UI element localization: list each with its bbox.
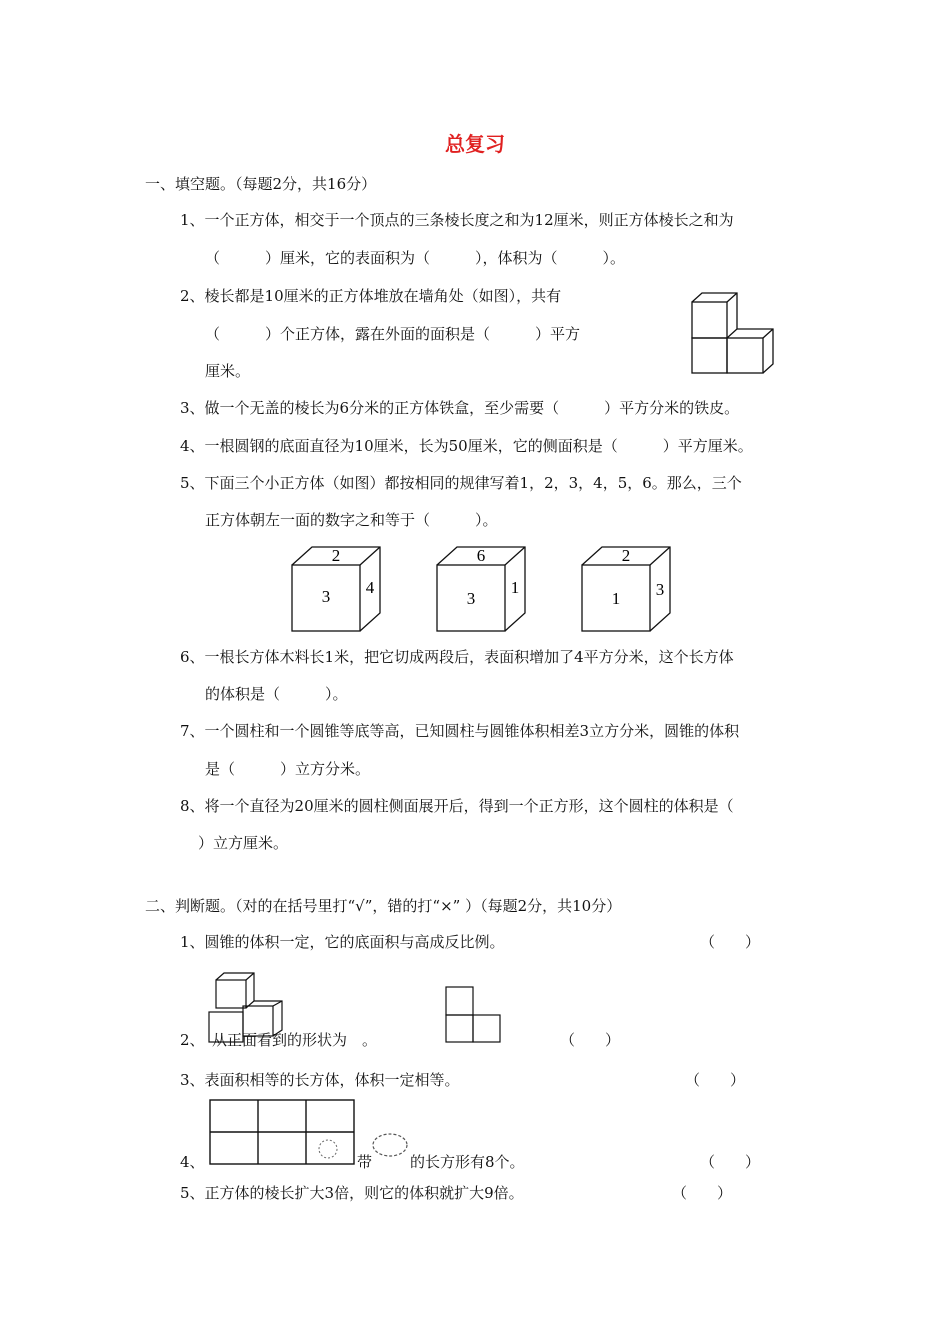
- judge-q5-text: 5、正方体的棱长扩大3倍，则它的体积就扩大9倍。: [180, 1184, 524, 1202]
- cube1-front-number: 3: [321, 587, 331, 606]
- q3-line1: 3、做一个无盖的棱长为6分米的正方体铁盒，至少需要（ ）平方分米的铁皮。: [180, 399, 740, 417]
- numbered-cube-1: [290, 545, 385, 635]
- q8-line1: 8、将一个直径为20厘米的圆柱侧面展开后，得到一个正方形，这个圆柱的体积是（: [180, 797, 734, 815]
- judge-q5-blank[interactable]: （ ）: [672, 1184, 733, 1202]
- section2-heading: 二、判断题。（对的在括号里打“√”，错的打“×” ）（每题2分，共10分）: [145, 897, 622, 915]
- judge-q2-text: 2、 从正面看到的形状为 。: [180, 1031, 378, 1049]
- cube2-top-number: 6: [476, 546, 486, 565]
- q2-line2: （ ）个正方体，露在外面的面积是（ ）平方: [205, 325, 581, 343]
- q8-line2: ）立方厘米。: [198, 834, 289, 852]
- cube1-top-number: 2: [331, 546, 341, 565]
- q7-line2: 是（ ）立方分米。: [205, 760, 371, 778]
- judge-q3-blank[interactable]: （ ）: [685, 1071, 746, 1089]
- q6-line2: 的体积是（ ）。: [205, 685, 348, 703]
- q7-line1: 7、一个圆柱和一个圆锥等底等高，已知圆柱与圆锥体积相差3立方分米，圆锥的体积: [180, 722, 740, 740]
- judge-q2-blank[interactable]: （ ）: [560, 1031, 621, 1049]
- numbered-cube-3: [580, 545, 675, 635]
- judge-q4-prefix: 4、: [180, 1153, 205, 1171]
- q2-line1: 2、棱长都是10厘米的正方体堆放在墙角处（如图），共有: [180, 287, 562, 305]
- judge-q1-blank[interactable]: （ ）: [700, 933, 761, 951]
- q5-line1: 5、下面三个小正方体（如图）都按相同的规律写着1，2，3，4，5，6。那么，三个: [180, 474, 742, 492]
- page-title: 总复习: [445, 132, 505, 156]
- cube3-front-number: 1: [611, 589, 621, 608]
- q4-line1: 4、一根圆钢的底面直径为10厘米，长为50厘米，它的侧面积是（ ）平方厘米。: [180, 437, 753, 455]
- judge-q3-text: 3、表面积相等的长方体，体积一定相等。: [180, 1071, 460, 1089]
- q5-line2: 正方体朝左一面的数字之和等于（ ）。: [205, 511, 498, 529]
- cube2-right-number: 1: [510, 578, 520, 597]
- section1-heading: 一、填空题。（每题2分，共16分）: [145, 175, 377, 193]
- q6-line1: 6、一根长方体木料长1米，把它切成两段后，表面积增加了4平方分米，这个长方体: [180, 648, 734, 666]
- cube1-right-number: 4: [365, 578, 375, 597]
- judge-q4-suffix: 的长方形有8个。: [410, 1153, 525, 1171]
- q1-line2: （ ）厘米，它的表面积为（ ），体积为（ ）。: [205, 249, 626, 267]
- rectangle-grid-figure: [208, 1098, 356, 1168]
- cube2-front-number: 3: [466, 589, 476, 608]
- cube3-top-number: 2: [621, 546, 631, 565]
- numbered-cube-2: [435, 545, 530, 635]
- cube3-right-number: 3: [655, 580, 665, 599]
- judge-q4-blank[interactable]: （ ）: [700, 1153, 761, 1171]
- dashed-square-icon: [370, 1132, 410, 1160]
- judge-q4-middle: 带: [357, 1153, 373, 1171]
- q1-line1: 1、一个正方体，相交于一个顶点的三条棱长度之和为12厘米，则正方体棱长之和为: [180, 211, 734, 229]
- q2-line3: 厘米。: [205, 362, 251, 380]
- front-view-squares-figure: [444, 985, 504, 1045]
- corner-stack-cubes-figure: [688, 290, 783, 380]
- judge-q1-text: 1、圆锥的体积一定，它的底面积与高成反比例。: [180, 933, 505, 951]
